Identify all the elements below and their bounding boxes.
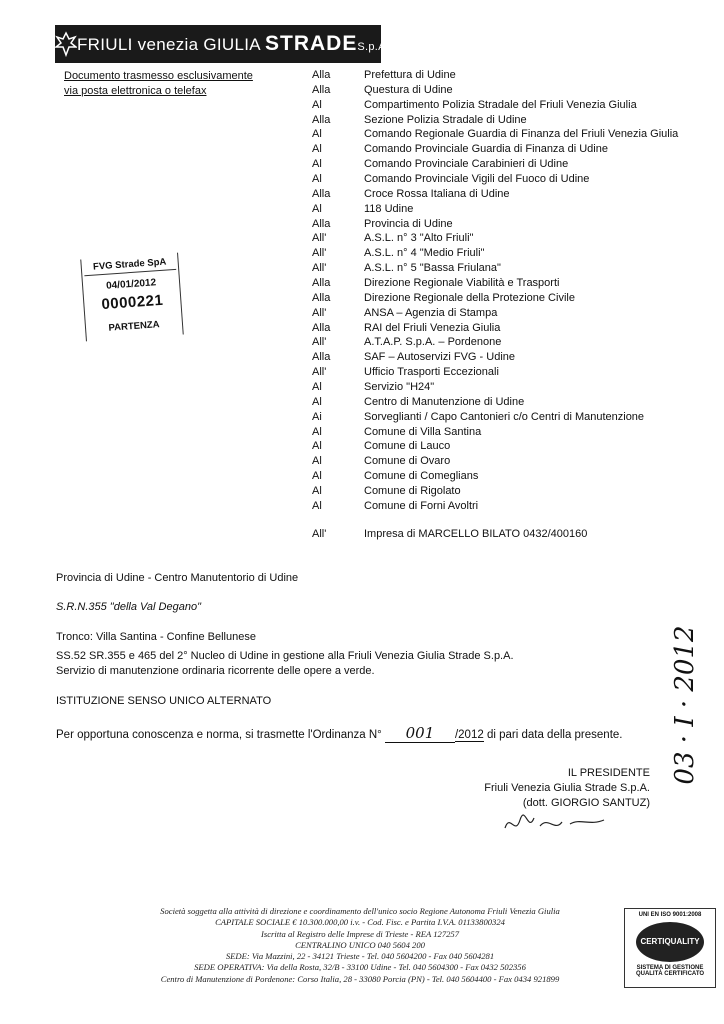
- recipient-prefix: Al: [312, 425, 322, 438]
- cert-bottom1: SISTEMA DI GESTIONE: [636, 965, 704, 971]
- recipient-prefix: Al: [312, 128, 322, 141]
- footer-line: Centro di Manutenzione di Pordenone: Corso Italia, 28 - 33080 Porcia (PN) - Tel. 040 5604400 - Fax 0434 921899: [160, 973, 560, 984]
- road-line: S.R.N.355 "della Val Degano": [56, 601, 201, 613]
- footer-line: SEDE OPERATIVA: Via della Rosta, 32/B - 33100 Udine - Tel. 040 5604300 - Fax 0432 502356: [194, 962, 526, 973]
- stamp-label: PARTENZA: [108, 319, 160, 334]
- recipient-row: [312, 157, 682, 172]
- recipient-row: [312, 276, 682, 291]
- recipient-row: [312, 350, 682, 365]
- brand-strong: STRADE: [265, 32, 358, 55]
- recipient-row: [312, 98, 682, 113]
- recipient-name: A.S.L. n° 5 "Bassa Friulana": [364, 262, 501, 275]
- ordinance-number: 001: [385, 724, 455, 743]
- recipient-name: Comando Provinciale Guardia di Finanza di Udine: [364, 143, 608, 156]
- recipient-name: Provincia di Udine: [364, 217, 453, 230]
- recipient-prefix: Alla: [312, 277, 331, 290]
- recipient-prefix: Alla: [312, 83, 331, 96]
- recipient-name: Questura di Udine: [364, 83, 453, 96]
- recipient-prefix: Alla: [312, 291, 331, 304]
- recipient-row: [312, 202, 682, 217]
- recipient-prefix: Al: [312, 381, 322, 394]
- recipient-name: Comune di Ovaro: [364, 455, 451, 468]
- recipient-row: [312, 127, 682, 142]
- footer-line: Iscritta al Registro delle Imprese di Trieste - REA 127257: [260, 928, 460, 939]
- signature-block: [450, 766, 650, 811]
- brand-main: FRIULI venezia GIULIA: [77, 35, 260, 54]
- recipient-row: [312, 261, 682, 276]
- footer-line: Società soggetta alla attività di direzione e coordinamento dell'unico socio Regione Autonoma Friuli Venezia Giulia: [160, 906, 560, 916]
- recipient-name: 118 Udine: [364, 202, 414, 215]
- recipient-prefix: Al: [312, 440, 322, 453]
- description-line-2: Servizio di manutenzione ordinaria ricorrente delle opere a verde.: [56, 665, 375, 677]
- recipient-row: [312, 142, 682, 157]
- recipient-prefix: Al: [312, 173, 322, 186]
- recipient-name: Compartimento Polizia Stradale del Friuli Venezia Giulia: [364, 98, 637, 111]
- footer-line: CENTRALINO UNICO 040 5604 200: [295, 939, 425, 950]
- recipient-row: [312, 291, 682, 306]
- recipient-row: [312, 83, 682, 98]
- recipient-prefix: All': [312, 232, 327, 245]
- recipient-prefix: Alla: [312, 69, 331, 81]
- recipient-prefix: All': [312, 262, 327, 275]
- recipient-name: A.T.A.P. S.p.A. – Pordenone: [364, 336, 502, 349]
- extra-recipient: [312, 528, 587, 540]
- recipient-name: A.S.L. n° 3 "Alto Friuli": [364, 232, 474, 245]
- recipient-row: [312, 395, 682, 410]
- recipient-prefix: Al: [312, 202, 322, 215]
- recipient-name: Comune di Lauco: [364, 440, 451, 453]
- recipient-prefix: Al: [312, 143, 322, 156]
- recipient-name: Servizio "H24": [364, 381, 435, 394]
- footer-line: SEDE: Via Mazzini, 22 - 34121 Trieste - Tel. 040 5604200 - Fax 040 5604281: [225, 951, 495, 962]
- recipient-name: Comune di Forni Avoltri: [364, 499, 479, 512]
- cert-logo: CERTIQUALITY: [636, 922, 704, 962]
- recipient-row: [312, 484, 682, 499]
- brand-suffix: S.p.A.: [357, 41, 390, 53]
- recipient-prefix: Al: [312, 470, 322, 483]
- recipient-row: [312, 187, 682, 202]
- recipient-name: Ufficio Trasporti Eccezionali: [364, 366, 499, 379]
- recipient-prefix: All': [312, 366, 327, 379]
- recipient-row: [312, 454, 682, 469]
- recipient-name: Centro di Manutenzione di Udine: [364, 395, 525, 408]
- recipient-name: Sorveglianti / Capo Cantonieri c/o Centri di Manutenzione: [364, 410, 645, 423]
- recipient-row: [312, 172, 682, 187]
- recipient-row: [312, 217, 682, 232]
- ordinance-year: /2012: [454, 729, 484, 741]
- recipient-row: [312, 410, 682, 425]
- recipient-prefix: All': [312, 306, 327, 319]
- cert-top: UNI EN ISO 9001:2008: [638, 912, 702, 918]
- recipient-prefix: Al: [312, 395, 322, 408]
- extra-recipient-prefix: All': [312, 528, 327, 540]
- recipient-name: RAI del Friuli Venezia Giulia: [364, 321, 501, 334]
- recipient-prefix: Al: [312, 499, 322, 512]
- recipient-name: A.S.L. n° 4 "Medio Friuli": [364, 247, 485, 260]
- recipient-name: Comune di Villa Santina: [364, 425, 482, 438]
- signature-name: (dott. GIORGIO SANTUZ): [522, 797, 650, 809]
- recipient-row: [312, 425, 682, 440]
- description-line-1: SS.52 SR.355 e 465 del 2° Nucleo di Udine in gestione alla Friuli Venezia Giulia Strade S.p.A.: [56, 650, 514, 662]
- recipient-row: [312, 306, 682, 321]
- certification-badge: [624, 908, 716, 988]
- recipient-prefix: Alla: [312, 217, 331, 230]
- recipient-row: [312, 439, 682, 454]
- recipient-prefix: All': [312, 336, 327, 349]
- handwritten-date-text: 03 · I · 2012: [670, 625, 700, 785]
- recipient-name: Comando Provinciale Vigili del Fuoco di Udine: [364, 173, 590, 186]
- ordinance-text: Per opportuna conoscenza e norma, si trasmette l'Ordinanza N°: [56, 729, 382, 741]
- footer: [110, 906, 610, 985]
- recipient-prefix: Alla: [312, 321, 331, 334]
- stamp-date: 04/01/2012: [105, 277, 157, 292]
- recipient-name: Comando Provinciale Carabinieri di Udine: [364, 158, 569, 171]
- recipient-row: [312, 68, 682, 83]
- cert-bottom2: QUALITÀ CERTIFICATO: [635, 971, 705, 977]
- recipient-prefix: Al: [312, 455, 322, 468]
- recipient-row: [312, 380, 682, 395]
- transmission-note-line2: via posta elettronica o telefax: [64, 85, 207, 97]
- recipient-prefix: Al: [312, 485, 322, 498]
- recipient-name: Comune di Rigolato: [364, 485, 461, 498]
- recipient-row: [312, 365, 682, 380]
- recipient-prefix: All': [312, 247, 327, 260]
- stamp-number: 0000221: [100, 291, 164, 314]
- recipient-name: Comando Regionale Guardia di Finanza del Friuli Venezia Giulia: [364, 128, 679, 141]
- stamp-org: FVG Strade SpA: [92, 256, 167, 273]
- recipient-name: Comune di Comeglians: [364, 470, 479, 483]
- recipient-prefix: Al: [312, 158, 322, 171]
- handwritten-date: [650, 560, 720, 850]
- recipient-prefix: Al: [312, 98, 322, 111]
- recipient-row: [312, 113, 682, 128]
- section-line: Tronco: Villa Santina - Confine Bellunese: [56, 631, 256, 643]
- recipient-name: Prefettura di Udine: [364, 69, 456, 81]
- recipient-name: Sezione Polizia Stradale di Udine: [364, 113, 527, 126]
- transmission-note-line1: Documento trasmesso esclusivamente: [64, 70, 253, 82]
- recipient-name: Direzione Regionale Viabilità e Trasporti: [364, 277, 560, 290]
- recipient-row: [312, 321, 682, 336]
- recipient-row: [312, 231, 682, 246]
- recipients-list: [312, 68, 682, 514]
- protocol-stamp: [80, 253, 183, 342]
- recipient-row: [312, 499, 682, 514]
- company-header: [55, 25, 390, 63]
- recipient-name: Direzione Regionale della Protezione Civile: [364, 291, 575, 304]
- footer-line: CAPITALE SOCIALE € 10.300.000,00 i.v. - Cod. Fisc. e Partita I.V.A. 01133800324: [215, 917, 505, 928]
- recipient-row: [312, 246, 682, 261]
- recipient-name: ANSA – Agenzia di Stampa: [364, 306, 498, 319]
- ordinance-line: [56, 724, 623, 743]
- recipient-prefix: Alla: [312, 113, 331, 126]
- company-logo-icon: [55, 25, 77, 63]
- recipient-prefix: Alla: [312, 351, 331, 364]
- signature-role: IL PRESIDENTE: [567, 767, 650, 779]
- recipient-name: SAF – Autoservizi FVG - Udine: [364, 351, 515, 364]
- handwritten-signature: [500, 808, 610, 838]
- recipient-prefix: Alla: [312, 187, 331, 200]
- company-brand: [77, 32, 389, 56]
- subject-line: ISTITUZIONE SENSO UNICO ALTERNATO: [56, 695, 272, 707]
- recipient-prefix: Ai: [312, 410, 322, 423]
- recipient-row: [312, 335, 682, 350]
- extra-recipient-name: Impresa di MARCELLO BILATO 0432/400160: [364, 528, 588, 540]
- signature-company: Friuli Venezia Giulia Strade S.p.A.: [484, 782, 650, 794]
- recipient-name: Croce Rossa Italiana di Udine: [364, 187, 510, 200]
- ordinance-tail: di pari data della presente.: [486, 729, 623, 741]
- recipient-row: [312, 469, 682, 484]
- province-line: Provincia di Udine - Centro Manutentorio di Udine: [56, 572, 299, 584]
